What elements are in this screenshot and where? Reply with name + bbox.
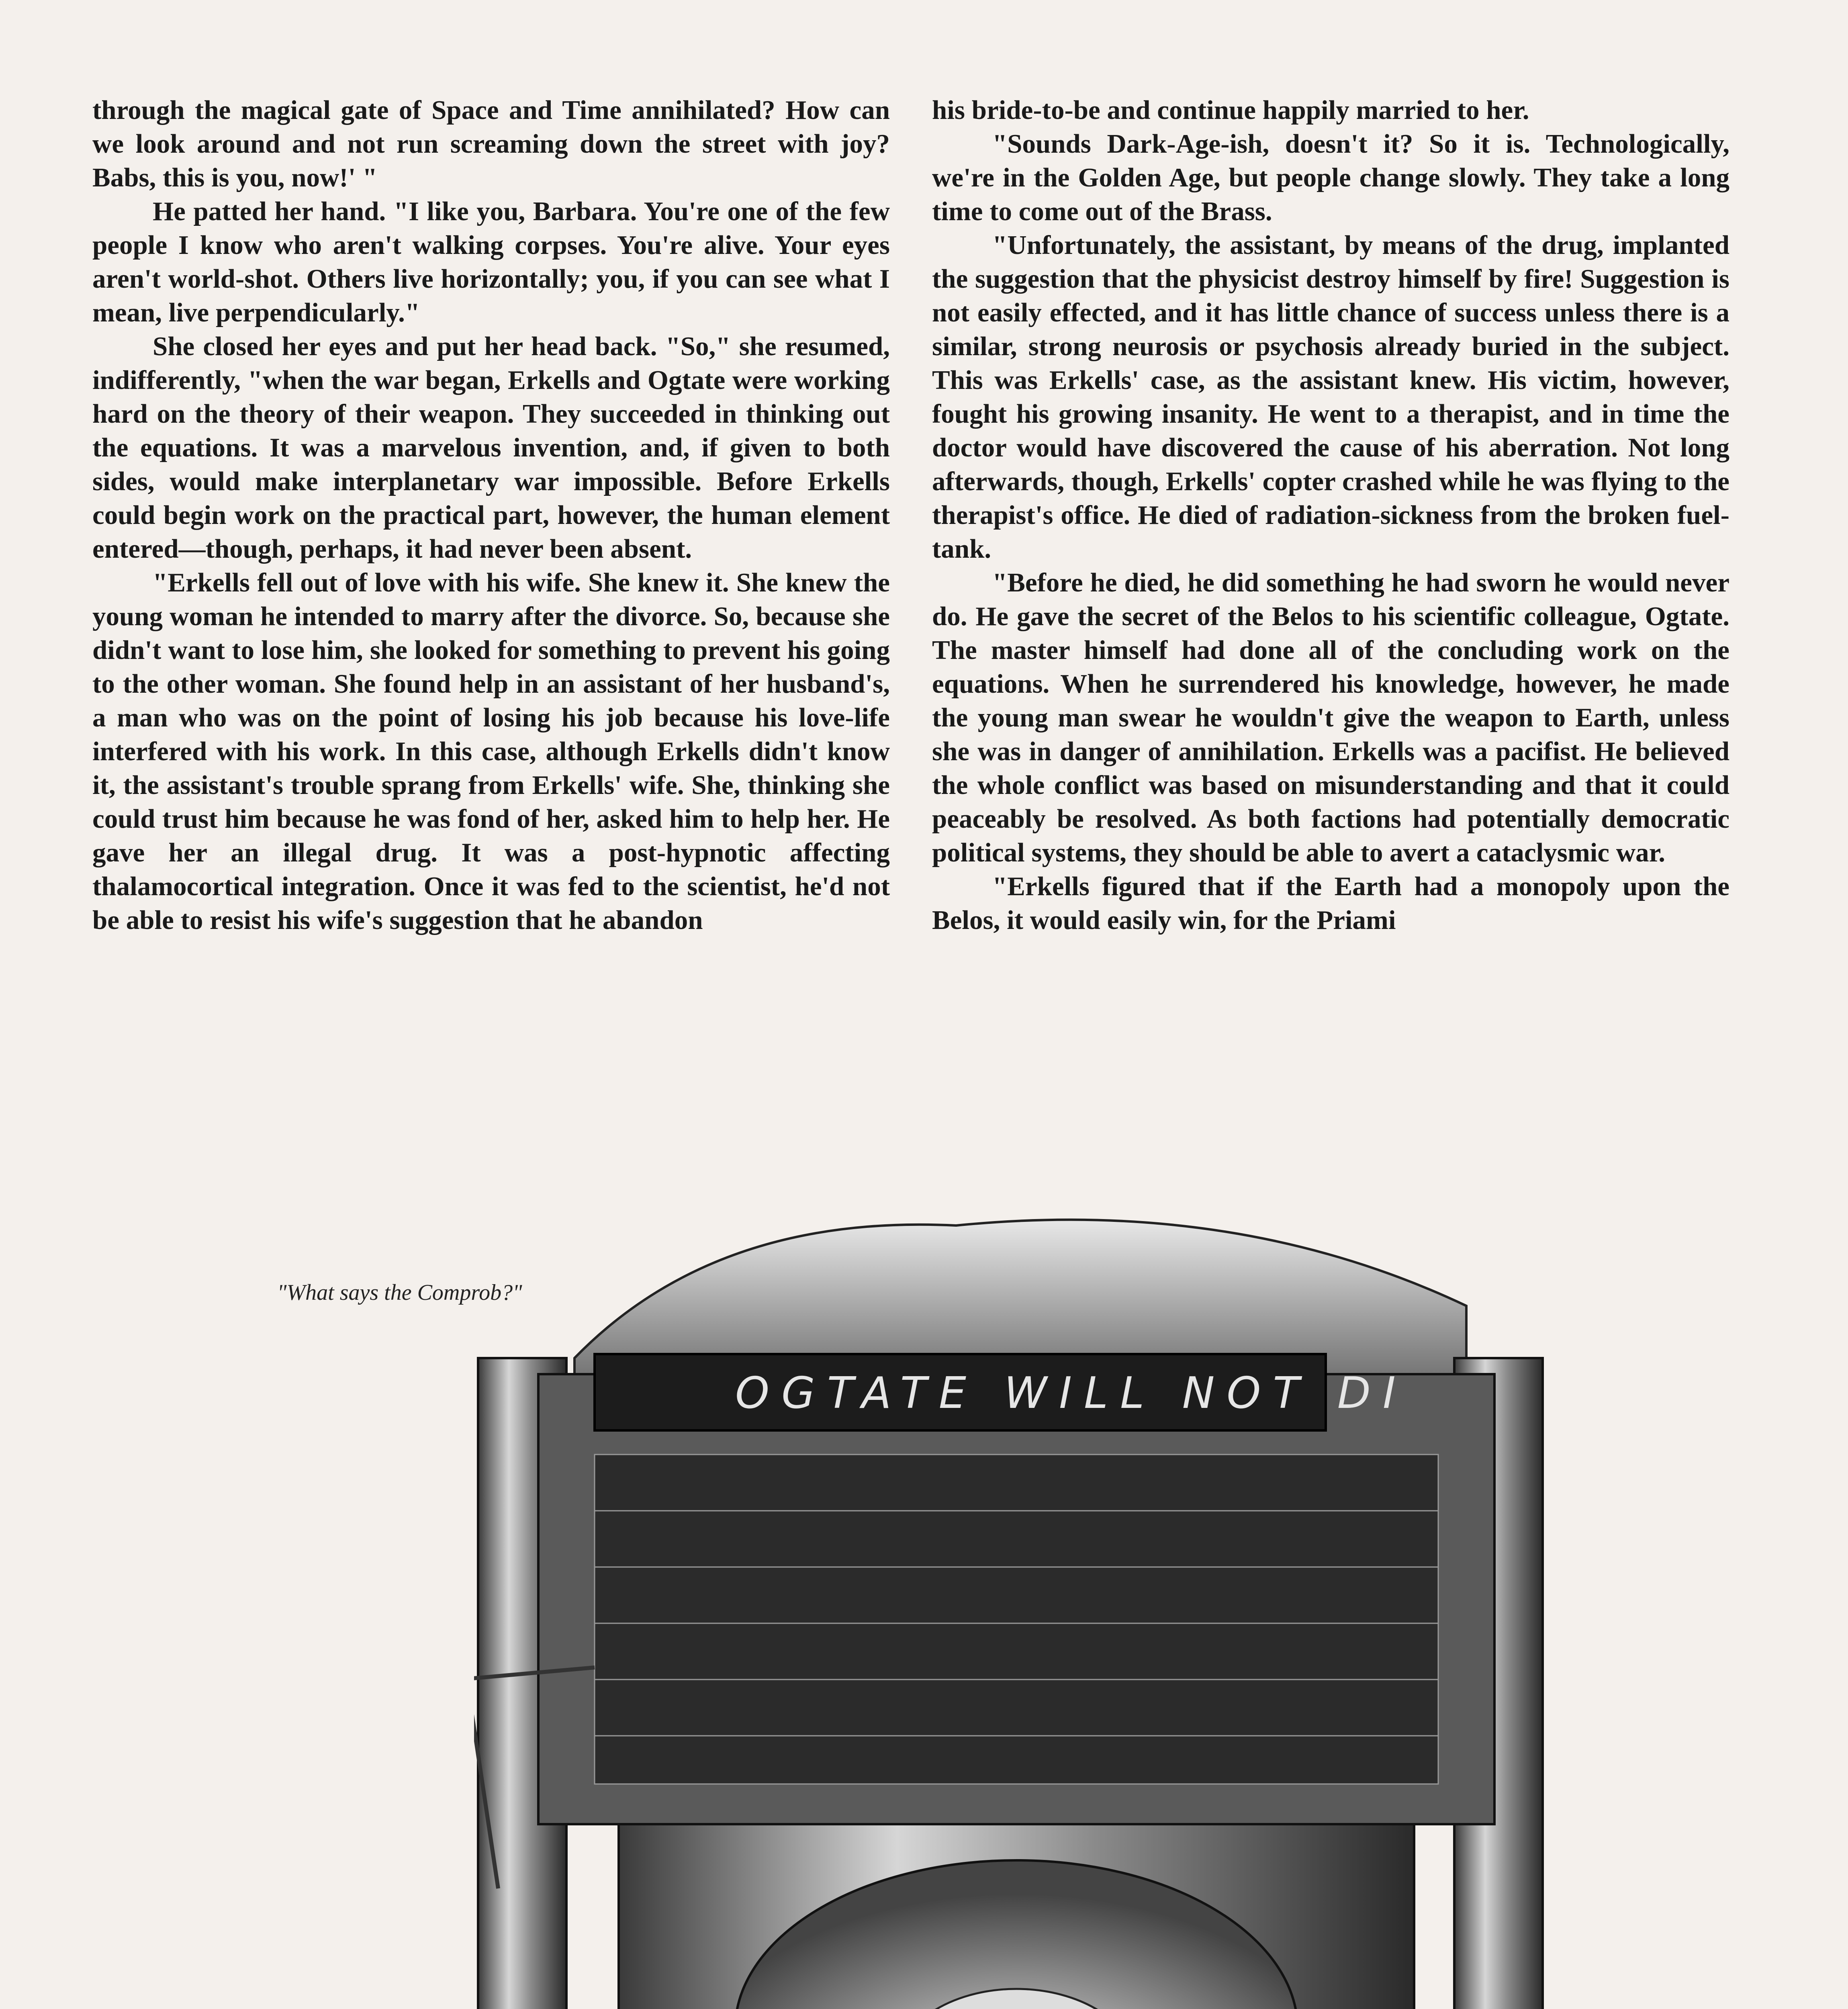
right-paragraph-1: his bride-to-be and continue happily married to her. [932, 95, 1529, 125]
left-paragraph-1: through the magical gate of Space and Time annihilated? How can we look around and not run screaming down the street with joy? Babs, this is you, now!' " [92, 95, 890, 192]
right-paragraph-2: "Sounds Dark-Age-ish, doesn't it? So it is. Technologically, we're in the Golden Age, but people change slowly. They take a long time to come out of the Brass. [932, 129, 1729, 226]
left-text-column [92, 93, 890, 937]
display-readout: OGTATE WILL NOT DI [735, 1368, 1408, 1418]
right-paragraph-3: "Unfortunately, the assistant, by means of the drug, implanted the suggestion that the physicist destroy himself by fire! Suggestion is not easily effected, and it has little chance of success unless there is a similar, strong neurosis or psychosis already buried in the subject. This was Erkells' case, as the assistant knew. His victim, however, fought his growing insanity. He went to a therapist, and in time the doctor would have discovered the cause of his aberration. Not long afterwards, though, Erkells' copter crashed while he was flying to the therapist's office. He died of radiation-sickness from the broken fuel-tank. [932, 230, 1729, 564]
right-paragraph-4: "Before he died, he did something he had sworn he would never do. He gave the secret of the Belos to his scientific colleague, Ogtate. The master himself had done all of the concluding work on the equations. When he surrendered his knowledge, however, he made the young man swear he wouldn't give the weapon to Earth, unless she was in danger of annihilation. Erkells was a pacifist. He believed the whole conflict was based on misunderstanding and that it could peaceably be resolved. As both factions had potentially democratic political systems, they should be able to avert a cataclysmic war. [932, 568, 1729, 867]
left-paragraph-3: She closed her eyes and put her head back. "So," she resumed, indifferently, "when the war began, Erkells and Ogtate were working hard on the theory of their weapon. They succeeded in thinking out the equations. It was a marvelous invention, and, if given to both sides, would make interplanetary war impossible. Before Erkells could begin work on the practical part, however, the human element entered—though, perhaps, it had never been absent. [92, 331, 890, 564]
illustration-caption: "What says the Comprob?" [277, 1280, 522, 1305]
left-paragraph-4: "Erkells fell out of love with his wife. She knew it. She knew the young woman he intended to marry after the divorce. So, because she didn't want to lose him, she looked for something to prevent his going to the other woman. She found help in an assistant of her husband's, a man who was on the point of losing his job because his love-life interfered with his work. In this case, although Erkells didn't know it, the assistant's trouble sprang from Erkells' wife. She, thinking she could trust him because he was fond of her, asked him to help her. He gave her an illegal drug. It was a post-hypnotic affecting thalamocortical integration. Once it was fed to the scientist, he'd not be able to resist his wife's suggestion that he abandon [92, 568, 890, 935]
left-paragraph-2: He patted her hand. "I like you, Barbara. You're one of the few people I know who aren't walking corpses. You're alive. Your eyes aren't world-shot. Others live horizontally; you, if you can see what I mean, live perpendicularly." [92, 196, 890, 327]
computer-illustration [474, 1165, 1559, 2009]
right-text-column [932, 93, 1729, 937]
right-paragraph-5: "Erkells figured that if the Earth had a monopoly upon the Belos, it would easily win, for the Priami [932, 872, 1729, 935]
instrument-racks [595, 1455, 1438, 1784]
